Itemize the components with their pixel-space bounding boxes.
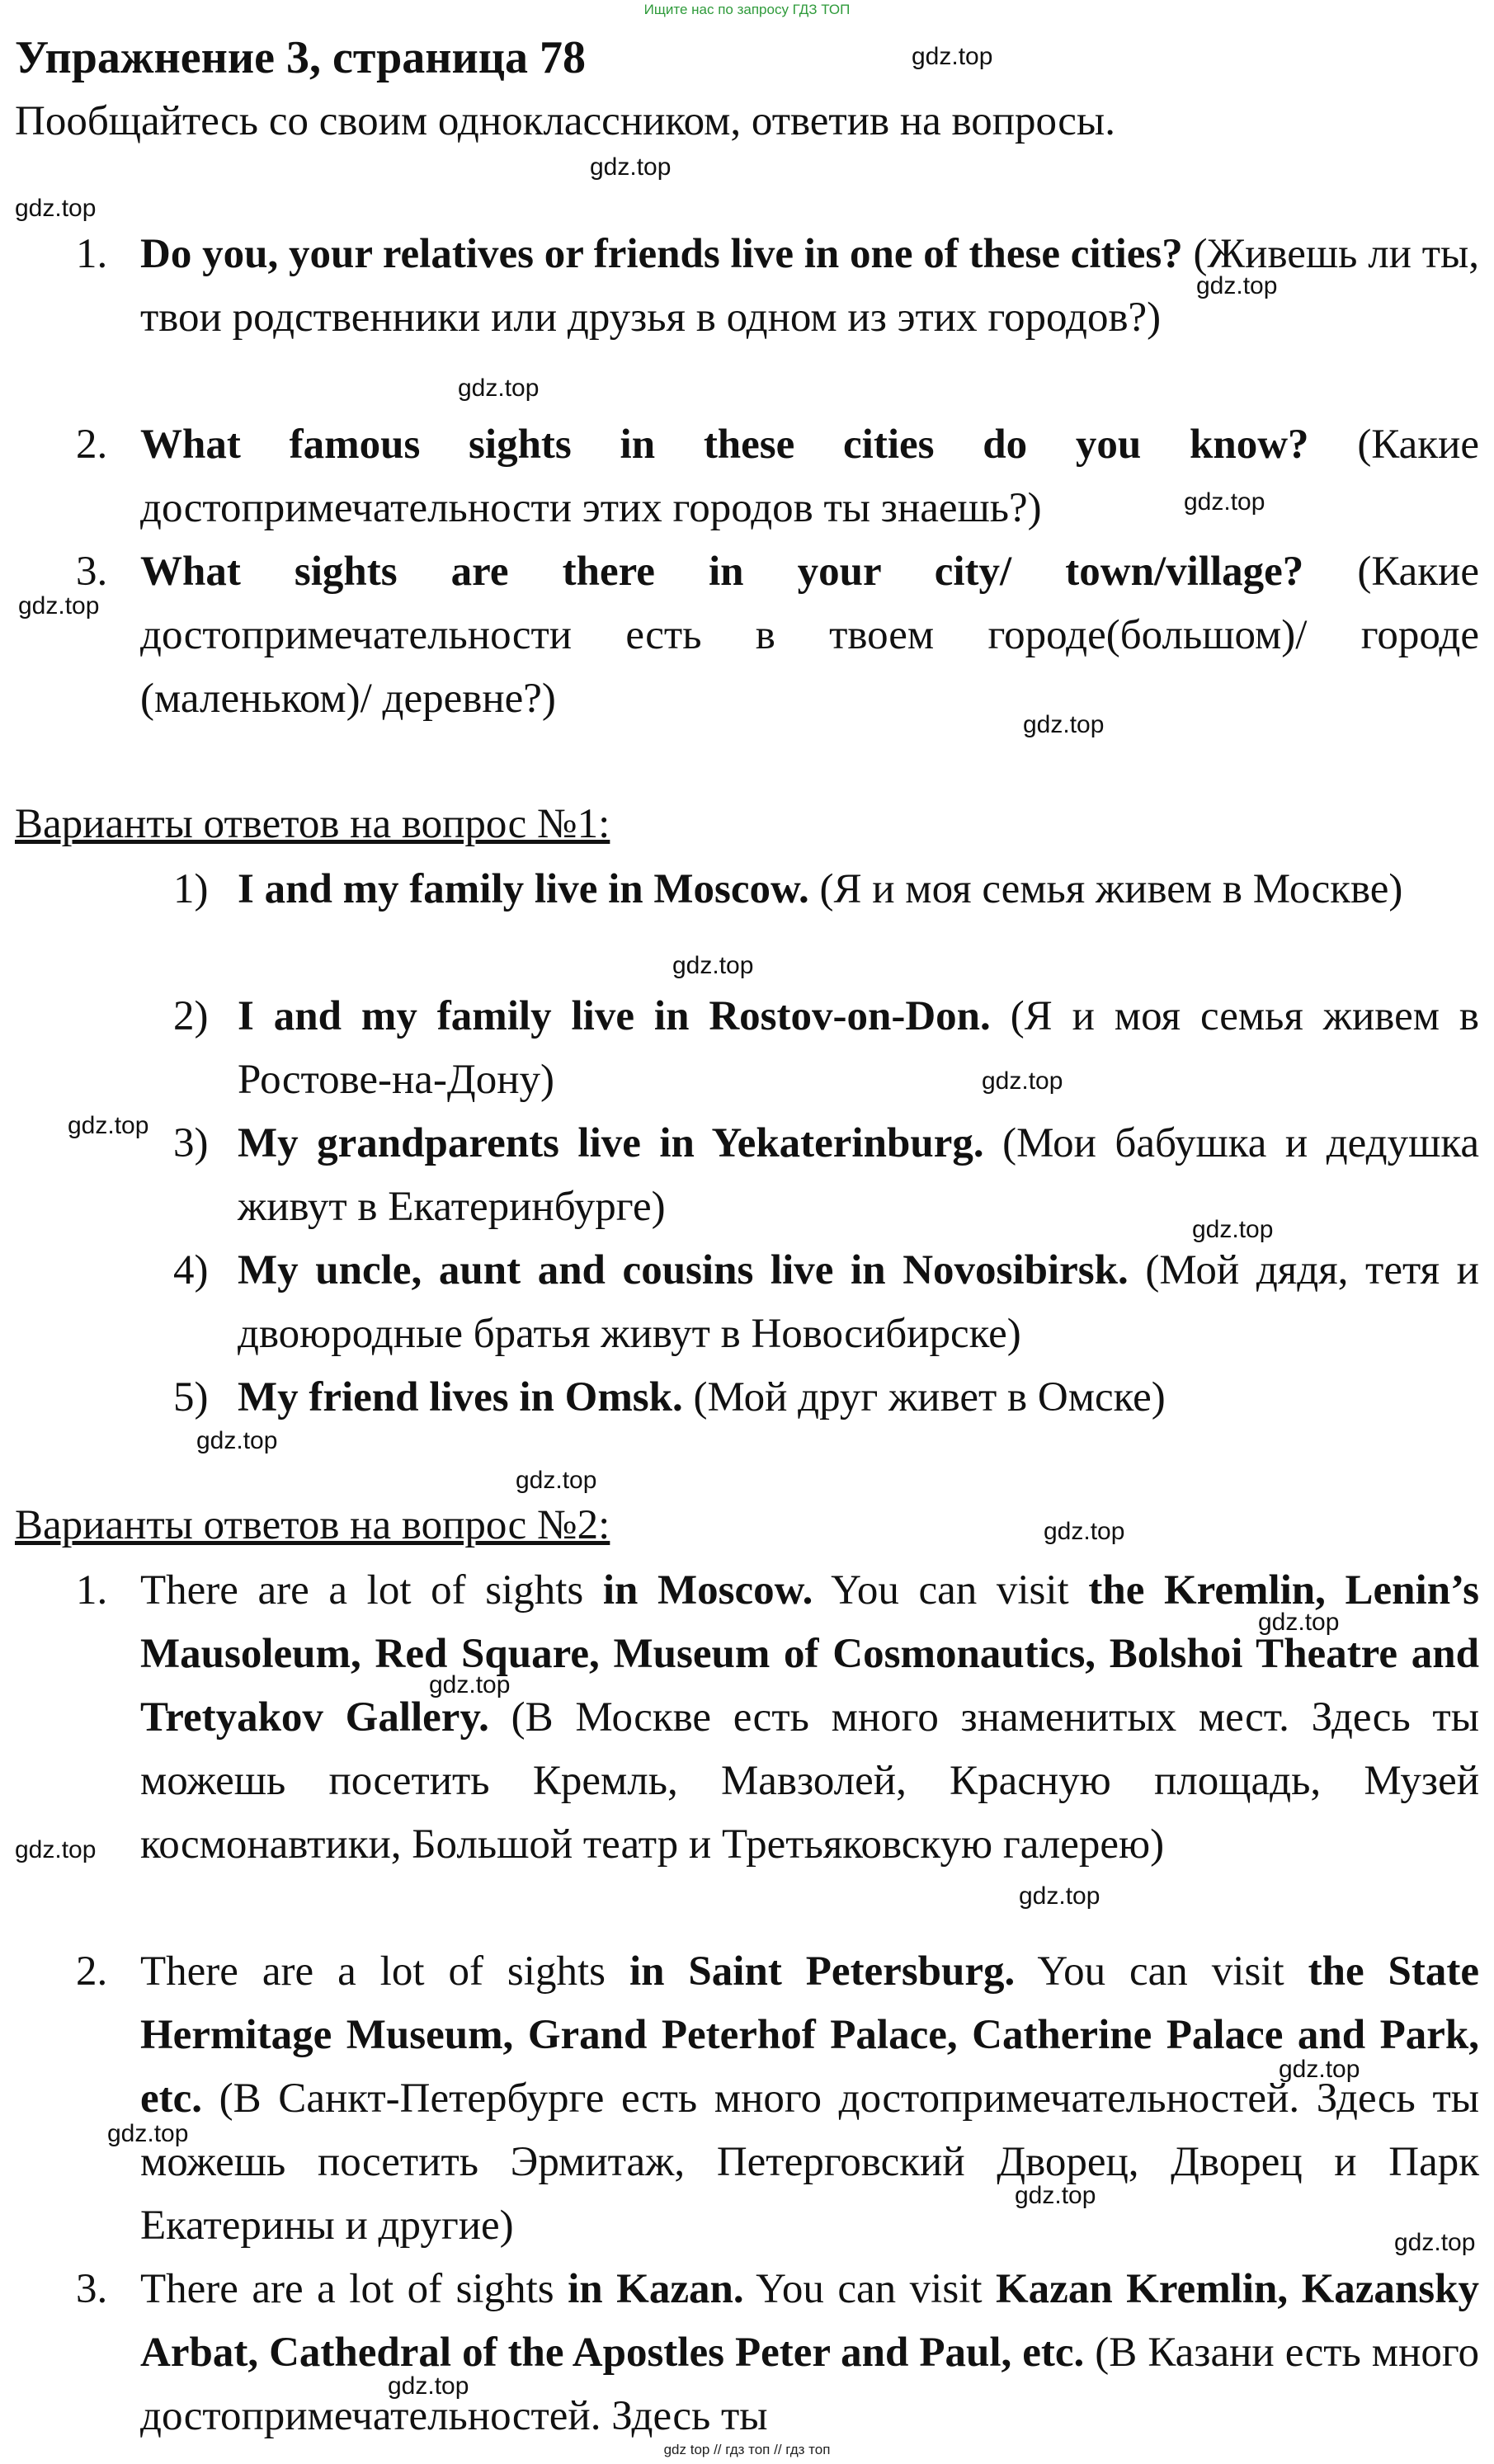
watermark: gdz.top xyxy=(1258,1609,1340,1636)
top-banner[interactable]: Ищите нас по запросу ГДЗ ТОП xyxy=(643,2,851,17)
question-text-en: What famous sights in these cities do you know? xyxy=(140,422,1309,468)
answer-text-ru: (Мой друг живет в Омске) xyxy=(682,1374,1166,1420)
answer-number: 3) xyxy=(173,1120,209,1166)
answer-text-ru: (В Казани есть много достопримечательностей. Здесь ты xyxy=(140,2330,1480,2439)
watermark: gdz.top xyxy=(1015,2182,1096,2209)
page-title: Упражнение 3, страница 78 xyxy=(15,32,587,83)
answer-item xyxy=(238,1112,1479,1239)
question-text-ru: (Какие достопримечательности есть в твоем городе(большом)/ городе (маленьком)/ деревне?) xyxy=(140,549,1480,722)
question-item xyxy=(140,540,1479,731)
watermark: gdz.top xyxy=(1394,2229,1476,2256)
watermark: gdz.top xyxy=(15,1836,97,1863)
answer-item xyxy=(140,1940,1479,2258)
watermark: gdz.top xyxy=(982,1067,1063,1095)
answer-text-plain: There are a lot of sights xyxy=(140,1567,603,1614)
answer-text-plain: There are a lot of sights xyxy=(140,2266,568,2312)
intro-text: Пообщайтесь со своим одноклассником, ответив на вопросы. xyxy=(15,98,1115,144)
watermark: gdz.top xyxy=(1196,272,1278,299)
watermark: gdz.top xyxy=(672,952,754,979)
answer-text-ru: (В Москве есть много знаменитых мест. Здесь ты можешь посетить Кремль, Мавзолей, Красную площадь, Музей космонавтики, Большой театр и Третьяковскую галерею) xyxy=(140,1694,1479,1868)
watermark: gdz.top xyxy=(196,1427,278,1454)
answer-text-ru: (В Санкт-Петербурге есть много достопримечательностей. Здесь ты можешь посетить Эрмитаж, Петерговский Дворец, Дворец и Парк Екатерины и другие) xyxy=(140,2075,1479,2249)
answer-text-plain: You can visit xyxy=(743,2266,997,2312)
answer-text-bold: in Saint Petersburg. xyxy=(629,1948,1016,1995)
watermark: gdz.top xyxy=(15,195,97,222)
watermark: gdz.top xyxy=(912,43,993,70)
question-text-ru: (Какие достопримечательности этих городов ты знаешь?) xyxy=(140,422,1479,531)
answer-item xyxy=(140,2258,1479,2448)
answer-text-en: I and my family live in Moscow. xyxy=(238,866,809,912)
watermark: gdz.top xyxy=(388,2372,469,2400)
watermark: gdz.top xyxy=(1019,1882,1100,1910)
watermark: gdz.top xyxy=(1184,488,1265,516)
answer-text-en: I and my family live in Rostov-on-Don. xyxy=(238,993,991,1039)
watermark: gdz.top xyxy=(68,1112,149,1139)
answer-text-plain: There are a lot of sights xyxy=(140,1948,629,1995)
answer-number: 2. xyxy=(76,1948,108,1995)
answer-text-en: My uncle, aunt and cousins live in Novosibirsk. xyxy=(238,1247,1129,1293)
question-number: 1. xyxy=(76,231,108,277)
question-item xyxy=(140,413,1479,540)
watermark: gdz.top xyxy=(18,592,100,620)
section-heading: Варианты ответов на вопрос №2: xyxy=(15,1502,610,1548)
answer-item xyxy=(140,1559,1479,1877)
answer-text-bold: in Moscow. xyxy=(602,1567,813,1614)
answer-text-ru: (Я и моя семья живем в Москве) xyxy=(808,866,1403,912)
question-text-en: What sights are there in your city/ town/village? xyxy=(140,549,1304,595)
question-number: 2. xyxy=(76,422,108,468)
answer-number: 1) xyxy=(173,866,209,912)
answer-text-bold: Kazan Kremlin, Kazansky Arbat, Cathedral of the Apostles Peter and Paul, etc. xyxy=(140,2266,1480,2376)
answer-item xyxy=(238,1366,1479,1430)
watermark: gdz.top xyxy=(458,375,540,402)
question-text-ru: (Живешь ли ты, твои родственники или друзья в одном из этих городов?) xyxy=(140,231,1480,341)
answer-text-bold: the Kremlin, Lenin’s Mausoleum, Red Square, Museum of Cosmonautics, Bolshoi Theatre and Tretyakov Gallery. xyxy=(140,1567,1480,1741)
answer-text-ru: (Мой дядя, тетя и двоюродные братья живут в Новосибирске) xyxy=(238,1247,1479,1357)
answer-item xyxy=(238,858,1479,921)
answer-item xyxy=(238,985,1479,1112)
question-item xyxy=(140,223,1479,350)
answer-text-bold: in Kazan. xyxy=(568,2266,744,2312)
answer-number: 3. xyxy=(76,2266,108,2312)
question-text-en: Do you, your relatives or friends live in one of these cities? xyxy=(140,231,1183,277)
watermark: gdz.top xyxy=(107,2120,189,2147)
footer-text[interactable]: gdz top // гдз топ // гдз топ xyxy=(663,2442,831,2457)
answer-text-en: My grandparents live in Yekaterinburg. xyxy=(238,1120,984,1166)
answer-text-ru: (Мои бабушка и дедушка живут в Екатеринбурге) xyxy=(238,1120,1479,1230)
watermark: gdz.top xyxy=(1192,1216,1274,1243)
watermark: gdz.top xyxy=(516,1467,597,1494)
watermark: gdz.top xyxy=(1279,2056,1360,2083)
watermark: gdz.top xyxy=(1023,711,1105,738)
watermark: gdz.top xyxy=(1044,1518,1125,1545)
section-heading: Варианты ответов на вопрос №1: xyxy=(15,801,610,847)
answer-text-plain: You can visit xyxy=(1015,1948,1308,1995)
answer-text-en: My friend lives in Omsk. xyxy=(238,1374,683,1420)
question-number: 3. xyxy=(76,549,108,595)
answer-text-bold: the State Hermitage Museum, Grand Peterhof Palace, Catherine Palace and Park, etc. xyxy=(140,1948,1480,2122)
answer-number: 2) xyxy=(173,993,209,1039)
watermark: gdz.top xyxy=(429,1671,511,1698)
answer-text-plain: You can visit xyxy=(813,1567,1089,1614)
answer-number: 5) xyxy=(173,1374,209,1420)
answer-text-ru: (Я и моя семья живем в Ростове-на-Дону) xyxy=(238,993,1479,1103)
watermark: gdz.top xyxy=(590,153,672,181)
answer-item xyxy=(238,1239,1479,1366)
answer-number: 1. xyxy=(76,1567,108,1614)
answer-number: 4) xyxy=(173,1247,209,1293)
